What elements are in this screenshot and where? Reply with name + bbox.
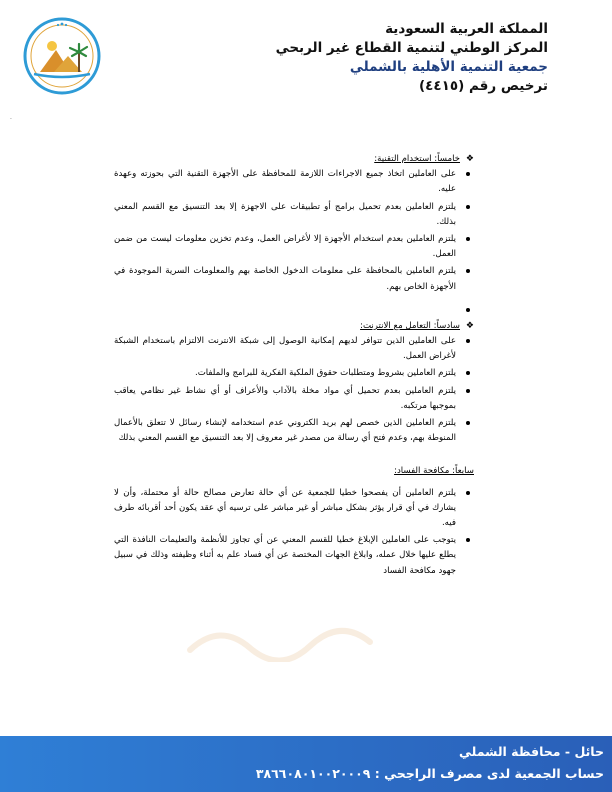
margin-dot: · xyxy=(10,116,12,123)
list-item: يتوجب على العاملين الإبلاغ خطيا للقسم المعني عن أي تجاوز للأنظمة والتعليمات النافذة التي يطلع عليها خلال عمله، وابلاغ الجهات المختصة عن أي فساد علم به أثناء وظيفته وذلك في سبيل جهود مكافحة الفساد xyxy=(114,533,474,579)
diamond-bullet-icon: ❖ xyxy=(465,154,474,164)
list-item: على العاملين الذين تتوافر لديهم إمكانية الوصول إلى شبكة الانترنت الالتزام باستخدام الشبكة لأغراض العمل. xyxy=(114,334,474,364)
empty-bullet xyxy=(114,303,474,317)
list-item: يلتزم العاملين بعدم تحميل أي مواد مخلة بالآداب والأعراف أو أي نشاط غير نظامي يعاقب بموجبها مرتكبه. xyxy=(114,384,474,414)
list-item: يلتزم العاملين بعدم تحميل برامج أو تطبيقات على الاجهزة إلا بعد التنسيق مع القسم المعني بذلك. xyxy=(114,200,474,230)
section-title-internet: ❖ سادساً: التعامل مع الانترنت: xyxy=(114,319,474,334)
anti-corruption-list xyxy=(114,486,474,579)
document-body xyxy=(114,150,474,581)
list-item: يلتزم العاملين بعدم استخدام الأجهزة إلا لأغراض العمل، وعدم تخزين معلومات ليست من ضمن العمل. xyxy=(114,232,474,262)
list-item: يلتزم العاملين بالمحافظة على معلومات الدخول الخاصة بهم والمعلومات السرية الموجودة في الأجهزة الخاص بهم. xyxy=(114,264,474,294)
section-title-technology: ❖ خامساً: استخدام التقنية: xyxy=(114,152,474,167)
footer-bar xyxy=(0,736,612,792)
list-item: يلتزم العاملين أن يفصحوا خطيا للجمعية عن أي حالة تعارض مصالح حالة أو محتملة، وأن لا يشارك في أي قرار يؤثر بشكل مباشر أو غير مباشر على ترسيه أي عقد يكون أحد أقربائه طرف فيه. xyxy=(114,486,474,532)
association-line: جمعية التنمية الأهلية بالشملي xyxy=(349,59,548,75)
internet-list xyxy=(114,334,474,446)
footer-bank-account: حساب الجمعية لدى مصرف الراجحي : ٣٨٦٦٠٨٠١٠٠٢٠٠٠٩ xyxy=(255,766,604,781)
center-line: المركز الوطني لتنمية القطاع غير الربحي xyxy=(275,40,548,56)
organization-name-block xyxy=(128,20,548,96)
license-line: ترخيص رقم (٤٤١٥) xyxy=(418,78,548,94)
footer-location: حائل - محافظة الشملي xyxy=(458,744,604,759)
diamond-bullet-icon: ❖ xyxy=(465,320,474,331)
list-item: يلتزم العاملين بشروط ومتطلبات حقوق الملكية الفكرية للبرامج والملفات. xyxy=(114,366,474,381)
list-item: على العاملين اتخاذ جميع الاجراءات اللازمة للمحافظة على الأجهزة التقنية التي بحوزته وعهدة عليه. xyxy=(114,167,474,197)
association-logo-icon xyxy=(22,16,102,96)
list-item: يلتزم العاملين الذين خصص لهم بريد الكتروني عدم استخدامه لإنشاء رسائل لا تتعلق بالأعمال المنوطة بهم، وعدم فتح أي رسالة من مصدر غير معروف إلا بعد التنسيق مع القسم المعني بذلك xyxy=(114,416,474,446)
kingdom-line: المملكة العربية السعودية xyxy=(385,21,548,37)
letterhead xyxy=(0,14,612,114)
technology-list xyxy=(114,167,474,295)
faded-watermark xyxy=(180,612,380,662)
section-title-anti-corruption: سابعاً: مكافحة الفساد: xyxy=(394,466,474,477)
